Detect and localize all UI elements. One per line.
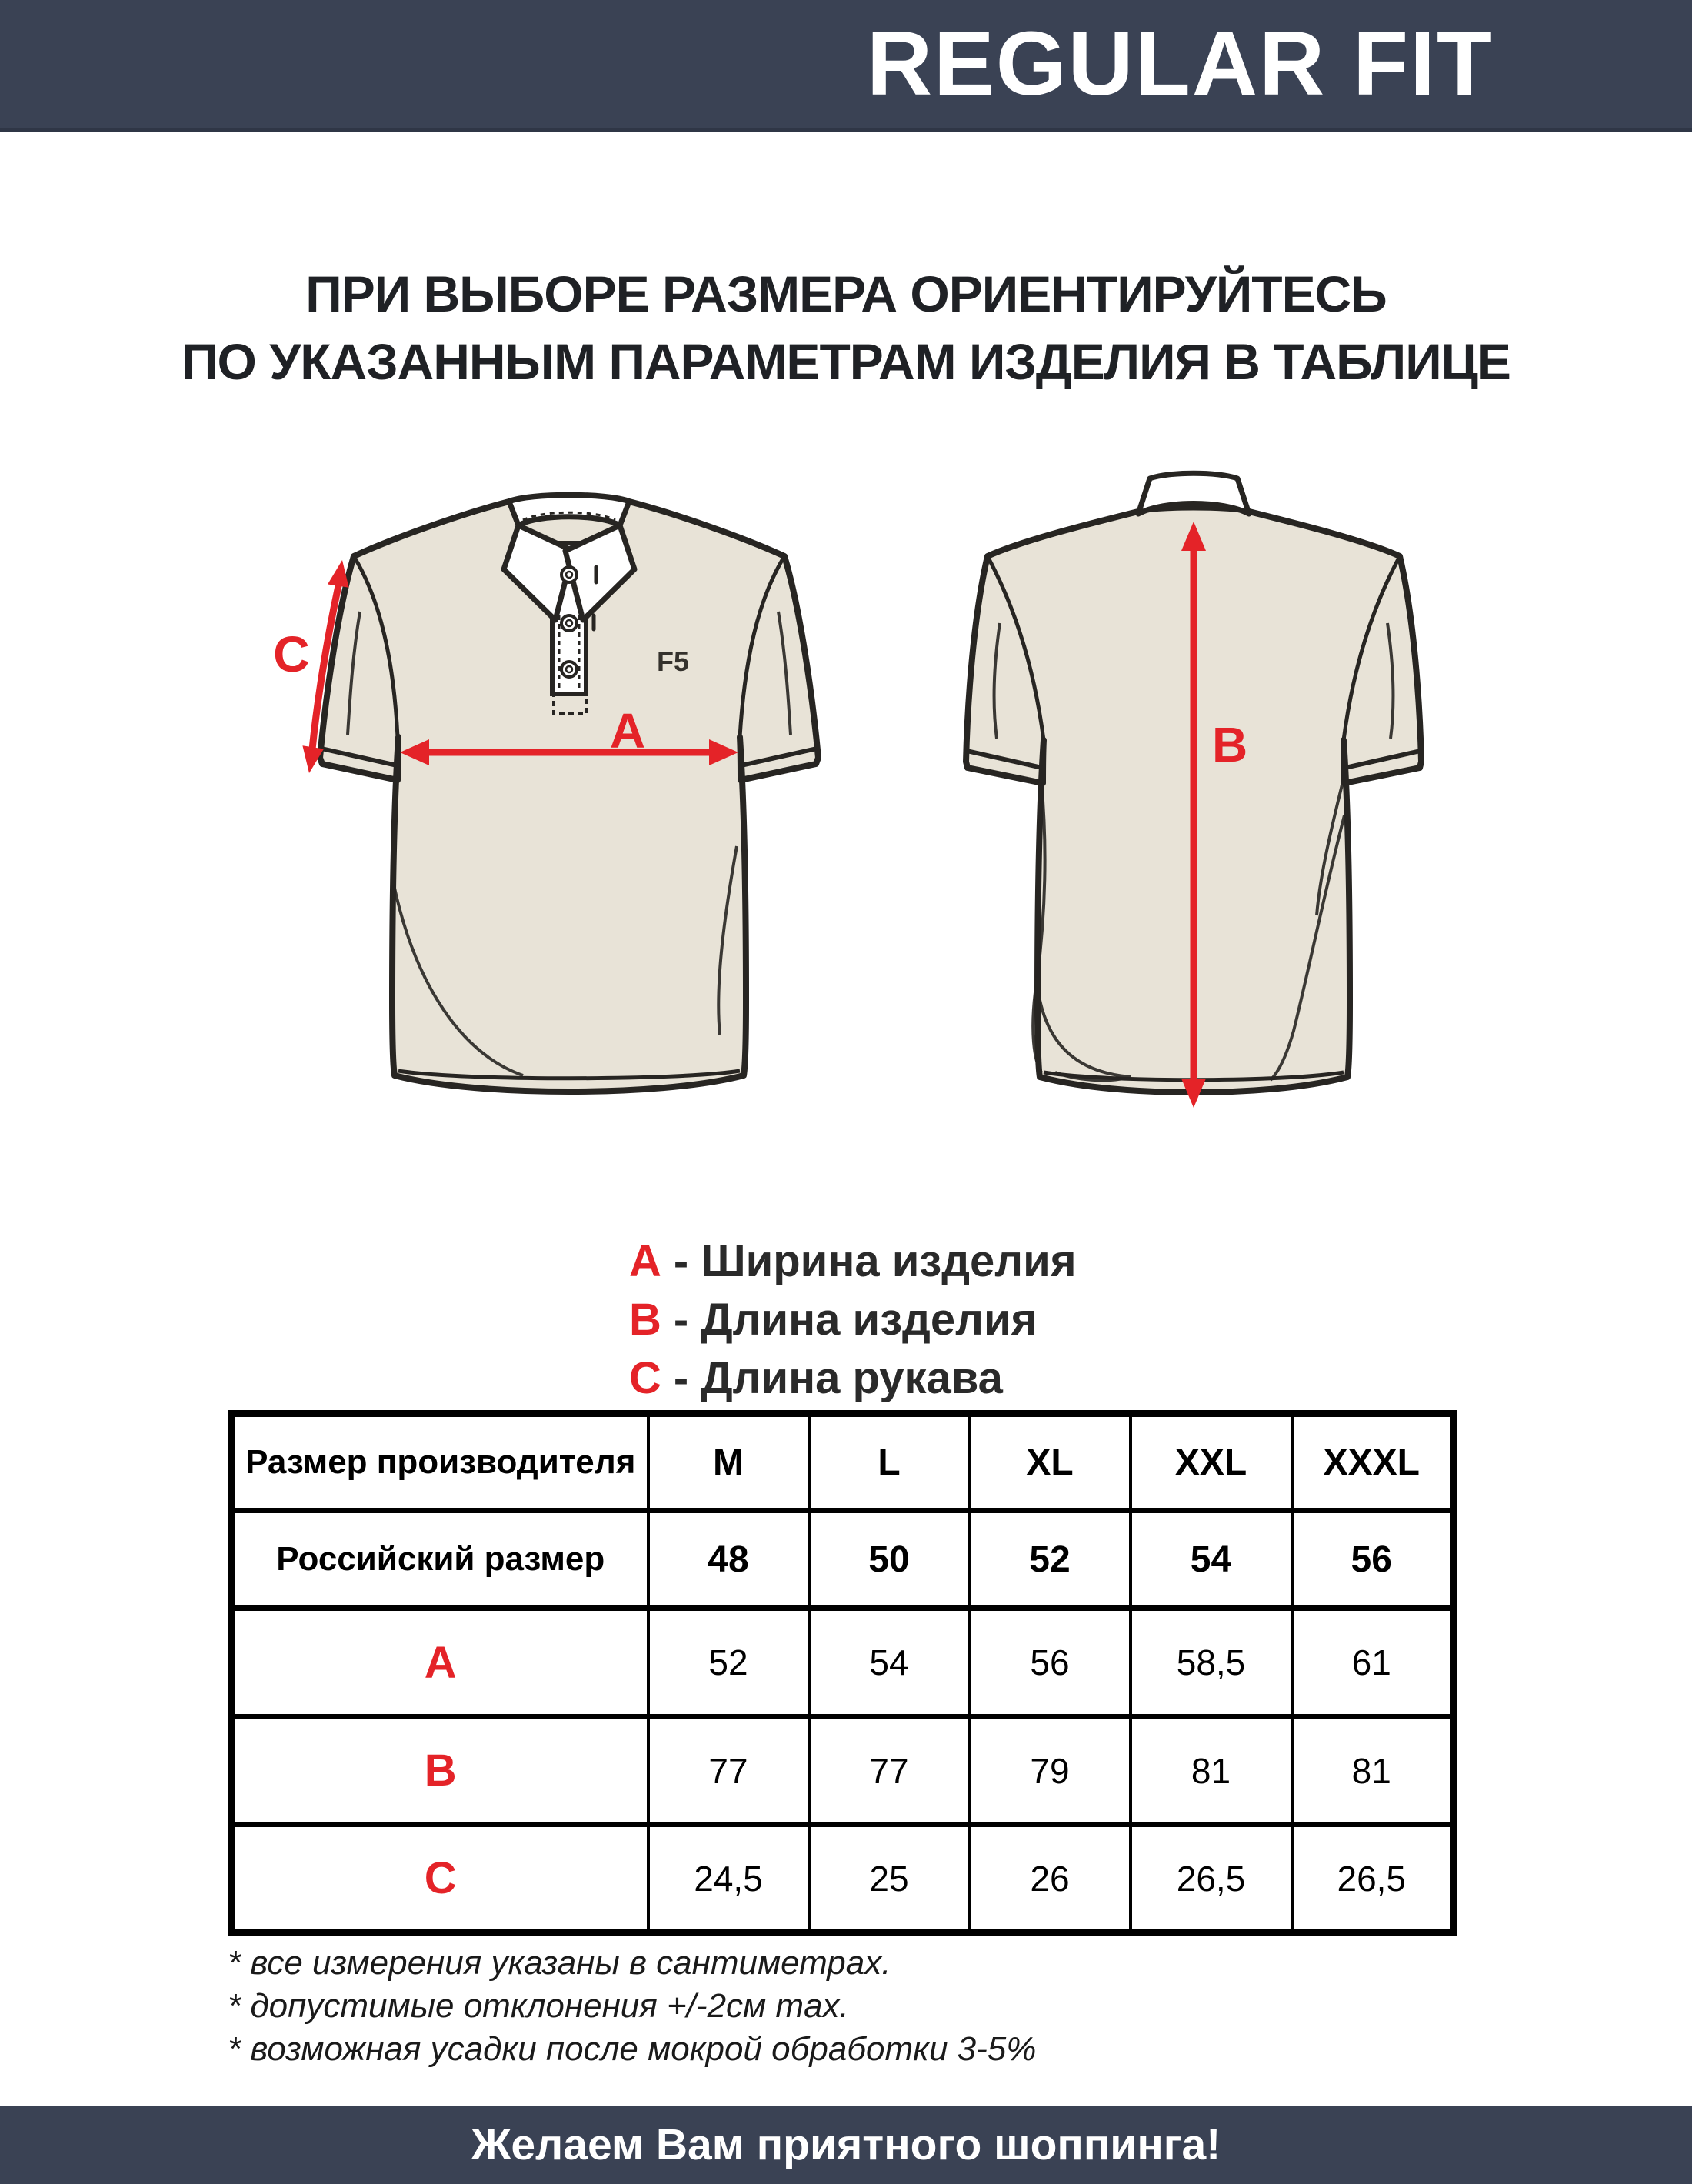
fit-type-title: REGULAR FIT <box>866 13 1494 115</box>
measure-cell: 25 <box>809 1825 970 1933</box>
measurement-label-b: B <box>1212 717 1248 772</box>
measure-cell: 61 <box>1292 1609 1454 1717</box>
measurement-label-a: A <box>609 703 646 759</box>
measure-cell: 81 <box>1292 1717 1454 1825</box>
heading-line-1: ПРИ ВЫБОРЕ РАЗМЕРА ОРИЕНТИРУЙТЕСЬ <box>305 265 1387 322</box>
measure-cell: 58,5 <box>1131 1609 1292 1717</box>
size-cell: 48 <box>648 1511 809 1609</box>
measure-cell: 26 <box>970 1825 1131 1933</box>
legend-text-a: - Ширина изделия <box>673 1236 1077 1286</box>
footnote-line: * все измерения указаны в сантиметрах. <box>228 1944 891 1982</box>
footnote-line: * возможная усадки после мокрой обработки 3-5% <box>228 2030 1037 2068</box>
size-cell: XXL <box>1131 1414 1292 1511</box>
measure-cell: 77 <box>648 1717 809 1825</box>
size-cell: 52 <box>970 1511 1131 1609</box>
table-row-russian-size <box>231 1511 1454 1609</box>
row-label-russian: Российский размер <box>231 1511 648 1609</box>
front-polo-diagram <box>254 462 838 1154</box>
table-row-sleeve-c <box>231 1825 1454 1933</box>
legend-item-c <box>629 1349 1077 1408</box>
size-cell: XXXL <box>1292 1414 1454 1511</box>
measure-cell: 26,5 <box>1131 1825 1292 1933</box>
measure-cell: 52 <box>648 1609 809 1717</box>
measurement-legend <box>629 1232 1077 1408</box>
measure-cell: 77 <box>809 1717 970 1825</box>
measurement-label-c: C <box>273 625 310 682</box>
legend-letter-c: C <box>629 1353 661 1403</box>
brand-logo: F5 <box>656 645 690 677</box>
size-cell: 56 <box>1292 1511 1454 1609</box>
heading-line-2: ПО УКАЗАННЫМ ПАРАМЕТРАМ ИЗДЕЛИЯ В ТАБЛИЦЕ <box>182 333 1510 390</box>
table-row-length-b <box>231 1717 1454 1825</box>
top-bar <box>0 0 1692 132</box>
footnote-line: * допустимые отклонения +/-2см max. <box>228 1987 849 2025</box>
size-table <box>228 1410 1457 1936</box>
back-polo-diagram <box>908 462 1477 1154</box>
size-cell: L <box>809 1414 970 1511</box>
table-row-manufacturer-size <box>231 1414 1454 1511</box>
size-guide-heading <box>0 260 1692 395</box>
row-label-b: B <box>231 1717 648 1825</box>
bottom-bar-message: Желаем Вам приятного шоппинга! <box>471 2120 1221 2169</box>
measure-cell: 26,5 <box>1292 1825 1454 1933</box>
measure-cell: 24,5 <box>648 1825 809 1933</box>
row-label-a: A <box>231 1609 648 1717</box>
size-cell: XL <box>970 1414 1131 1511</box>
legend-item-a <box>629 1232 1077 1291</box>
legend-item-b <box>629 1291 1077 1349</box>
footnotes <box>228 1942 1036 2071</box>
legend-text-c: - Длина рукава <box>673 1353 1003 1403</box>
measure-cell: 79 <box>970 1717 1131 1825</box>
size-cell: 54 <box>1131 1511 1292 1609</box>
table-row-width-a <box>231 1609 1454 1717</box>
legend-letter-a: A <box>629 1236 661 1286</box>
legend-letter-b: B <box>629 1295 661 1345</box>
measure-cell: 54 <box>809 1609 970 1717</box>
measure-cell: 56 <box>970 1609 1131 1717</box>
size-cell: 50 <box>809 1511 970 1609</box>
measure-cell: 81 <box>1131 1717 1292 1825</box>
row-label-manufacturer: Размер производителя <box>231 1414 648 1511</box>
legend-text-b: - Длина изделия <box>673 1295 1038 1345</box>
bottom-bar <box>0 2106 1692 2184</box>
size-cell: M <box>648 1414 809 1511</box>
row-label-c: C <box>231 1825 648 1933</box>
